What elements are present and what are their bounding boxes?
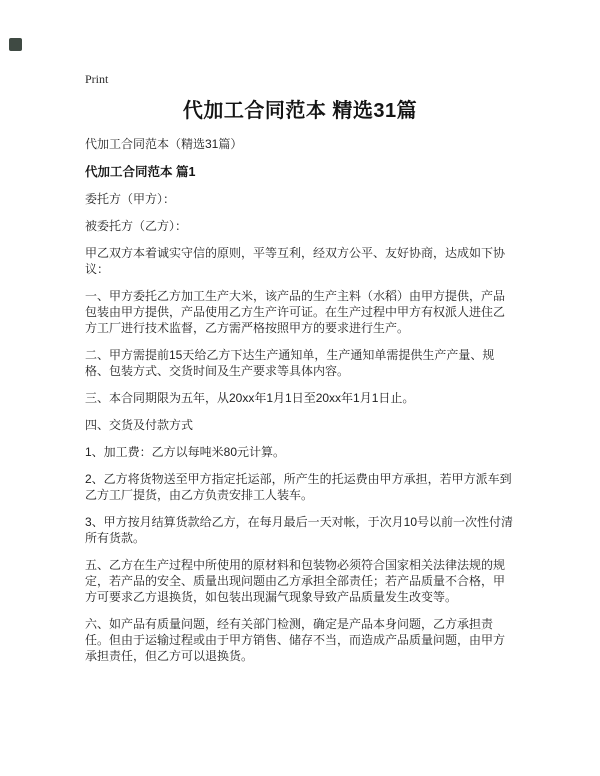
contract-paragraph: 四、交货及付款方式 [85,418,194,432]
document-subtitle: 代加工合同范本（精选31篇） [85,137,243,151]
print-link[interactable]: Print [85,72,109,86]
contract-paragraph: 被委托方（乙方）： [85,219,188,233]
page-title: 代加工合同范本 精选31篇 [182,100,418,122]
contract-paragraph: 五、乙方在生产过程中所使用的原材料和包装物必须符合国家相关法律法规的规定，若产品的安全、质量出现问题由乙方承担全部责任；若产品质量不合格，甲方可要求乙方退换货，如包装出现漏气现象导致产品质量发生改变等。 [85,558,506,604]
contract-paragraph: 二、甲方需提前15天给乙方下达生产通知单，生产通知单需提供生产产量、规格、包装方式、交货时间及生产要求等具体内容。 [85,348,495,378]
contract-paragraph: 甲乙双方本着诚实守信的原则，平等互利，经双方公平、友好协商，达成如下协议： [85,246,506,276]
contract-body [85,191,515,664]
contract-paragraph: 一、甲方委托乙方加工生产大米，该产品的生产主料（水稻）由甲方提供，产品包装由甲方提供，产品使用乙方生产许可证。在生产过程中甲方有权派人进住乙方工厂进行技术监督，乙方需严格按照甲方的要求进行生产。 [85,289,506,335]
contract-paragraph: 3、甲方按月结算货款给乙方，在每月最后一天对帐，于次月10号以前一次性付清所有货款。 [85,515,514,545]
section-heading: 代加工合同范本 篇1 [85,165,196,179]
contract-paragraph: 委托方（甲方）： [85,192,176,206]
contract-paragraph: 六、如产品有质量问题，经有关部门检测，确定是产品本身问题，乙方承担责任。但由于运输过程或由于甲方销售、储存不当，而造成产品质量问题，由甲方承担责任，但乙方可以退换货。 [85,617,506,663]
contract-paragraph: 1、加工费：乙方以每吨米80元计算。 [85,445,286,459]
contract-paragraph: 2、乙方将货物送至甲方指定托运部，所产生的托运费由甲方承担，若甲方派车到乙方工厂提货，由乙方负责安排工人装车。 [85,472,512,502]
contract-paragraph: 三、本合同期限为五年，从20xx年1月1日至20xx年1月1日止。 [85,391,415,405]
